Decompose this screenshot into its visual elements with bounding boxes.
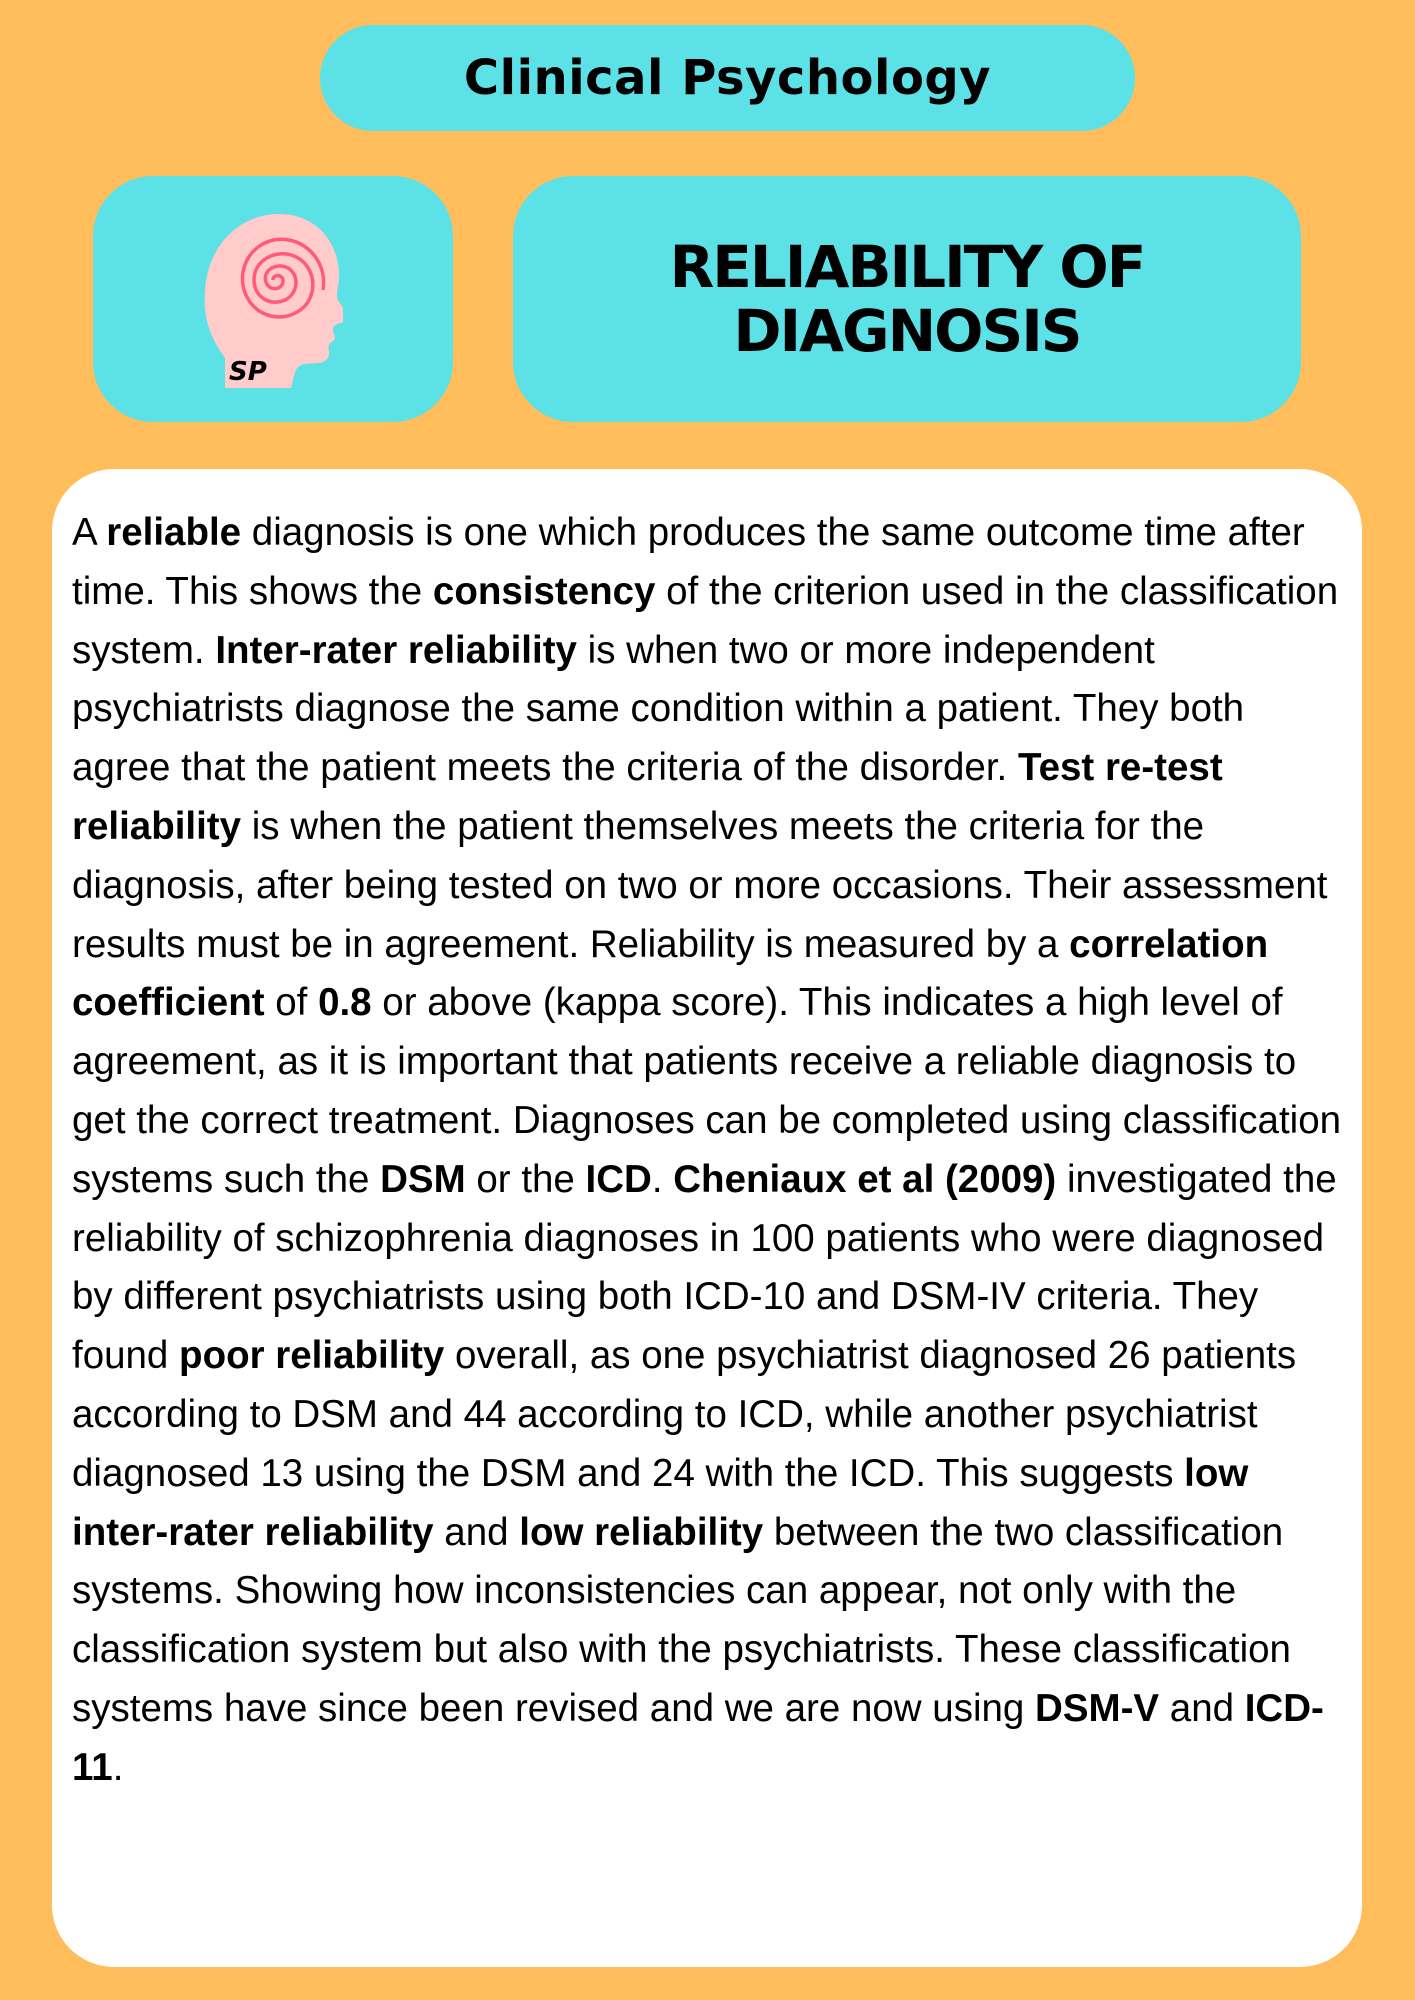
body-text-run: and [433,1510,520,1554]
body-text-run: . [651,1157,674,1201]
body-bold-term: low inter-rater reliability [72,1451,1249,1554]
body-bold-term: reliable [106,511,242,554]
body-text-run: is when two or more independent psychiatrists diagnose the same condition within a patient. They both agree that the patient meets the criteria of the disorder. [72,628,1245,790]
content-card [52,469,1362,1967]
body-text-run: or the [465,1157,586,1201]
body-text-run: and [1159,1686,1245,1730]
body-bold-term: Inter-rater reliability [215,628,577,672]
body-text-run: of [264,981,319,1025]
body-text-run: overall, as one psychiatrist diagnosed 26 patients according to DSM and 44 according to ICD, while another psychiatrist diagnosed 13 using the DSM and 24 with the ICD. This suggests [72,1334,1297,1495]
subject-banner [320,25,1135,131]
title-line-2: DIAGNOSIS [733,297,1081,365]
body-bold-term: DSM [380,1157,466,1201]
body-text-run: or above (kappa score). This indicates a high level of agreement, as it is important that patients receive a reliable diagnosis to get the correct treatment. Diagnoses can be completed using classification systems such the [72,981,1342,1201]
logo-panel [93,176,453,422]
body-text-run: . [112,1745,124,1789]
logo-text: SP [229,357,267,387]
body-text-run: investigated the reliability of schizophrenia diagnoses in 100 patients who were diagnosed by different psychiatrists using both ICD-10 and DSM-IV criteria. They found [72,1157,1337,1378]
body-bold-term: consistency [432,569,656,613]
body-bold-term: 0.8 [318,981,372,1025]
body-bold-term: DSM-V [1035,1686,1160,1730]
body-text-run: diagnosis is one which produces the same outcome time after time. This shows the [72,511,1305,613]
body-text-run: A [72,511,107,554]
body-bold-term: Test re-test reliability [72,746,1223,848]
page-title [670,235,1145,363]
body-bold-term: Cheniaux et al (2009) [673,1157,1057,1201]
title-panel [513,176,1301,422]
subject-label: Clinical Psychology [463,50,992,106]
body-text-run: between the two classification systems. Showing how inconsistencies can appear, not only with the classification system but also with the psychiatrists. These classification systems have since been revised and we are now using [72,1510,1291,1730]
body-text-run: is when the patient themselves meets the criteria for the diagnosis, after being tested on two or more occasions. Their assessment results must be in agreement. Reliability is measured by a [72,804,1328,966]
head-spiral-icon [203,210,343,390]
body-bold-term: low reliability [519,1510,764,1554]
title-line-1: RELIABILITY OF [669,233,1145,301]
body-text-run: of the criterion used in the classification system. [72,569,1339,672]
body-bold-term: correlation coefficient [72,922,1269,1025]
body-bold-term: poor reliability [179,1334,445,1378]
body-paragraph [72,504,1342,1798]
body-bold-term: ICD [585,1157,652,1201]
body-bold-term: ICD-11 [72,1686,1324,1789]
